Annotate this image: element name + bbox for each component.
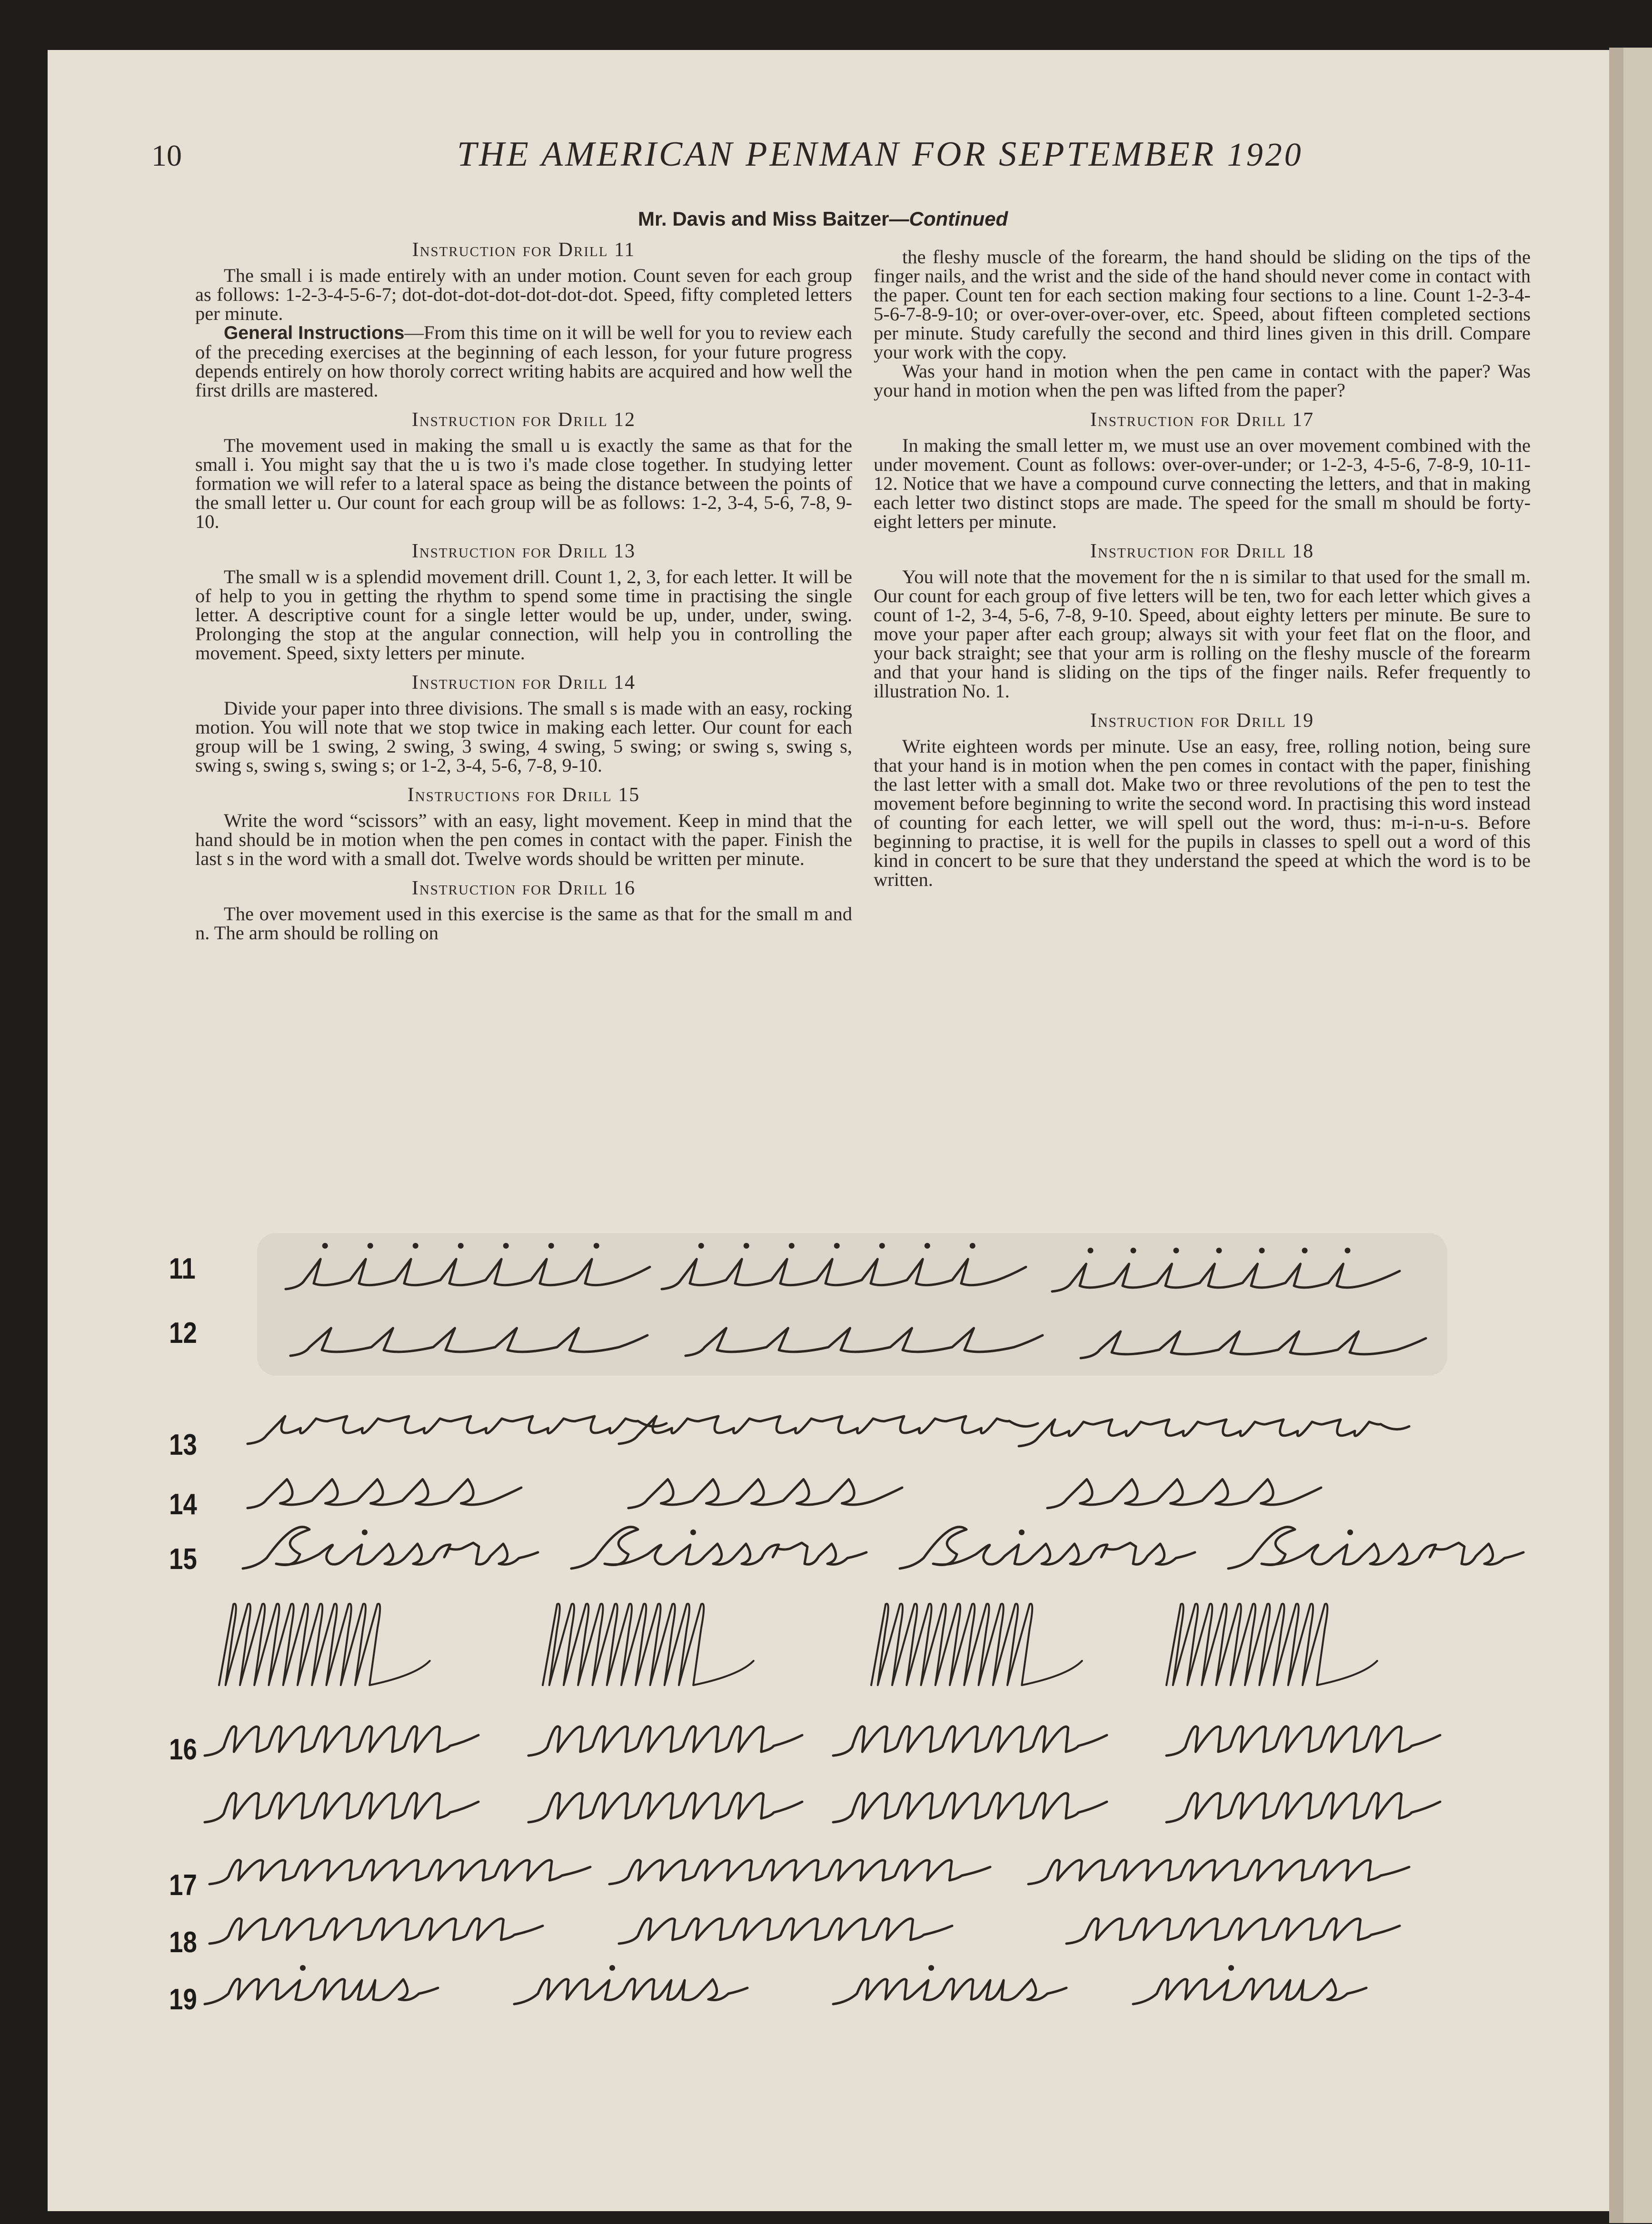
drill-16-over-section bbox=[833, 1793, 1107, 1822]
i-dot bbox=[1259, 1248, 1265, 1253]
i-dot bbox=[834, 1243, 840, 1249]
drill-16-over-section bbox=[528, 1793, 802, 1822]
drill-19-minus bbox=[514, 1979, 747, 2004]
section-heading: Instruction for Drill 19 bbox=[1090, 710, 1314, 732]
i-dot bbox=[744, 1243, 749, 1249]
section-heading: Instruction for Drill 14 bbox=[411, 672, 636, 694]
drill-12-u-group bbox=[1081, 1331, 1426, 1358]
article-subtitle: Mr. Davis and Miss Baitzer—Continued bbox=[638, 208, 1008, 230]
drill-12-u-group bbox=[686, 1328, 1043, 1356]
drill-11-i-group bbox=[1052, 1264, 1400, 1291]
i-dot bbox=[789, 1243, 795, 1249]
drill-12-u-group bbox=[290, 1328, 647, 1356]
i-dot bbox=[1019, 1529, 1025, 1535]
drill-15-scissors bbox=[243, 1527, 538, 1569]
paragraph: Write eighteen words per minute. Use an easy, free, rolling notion, being sure that your hand is in motion when the pen comes in contact with the paper, finishing the last letter with a small dot. Make two or three revolutions of the pen to test the movement before beginning to write the second word. In practising this word instead of counting for each letter, we will spell out the word, thus: m-i-n-u-s. Before beginning to practise, it is well for the pupils in classes to spell out a word of this kind in concert to be sure that they understand the speed at which the word is to be written. bbox=[874, 735, 1531, 890]
i-dot bbox=[1345, 1248, 1351, 1253]
i-dot bbox=[1131, 1248, 1136, 1253]
i-dot bbox=[970, 1243, 975, 1249]
drill-18-n-group bbox=[619, 1918, 952, 1944]
i-dot bbox=[503, 1243, 509, 1249]
section-heading: Instruction for Drill 11 bbox=[412, 239, 636, 261]
page-number: 10 bbox=[151, 139, 182, 172]
i-dot bbox=[1088, 1248, 1094, 1253]
paragraph: the fleshy muscle of the forearm, the hand should be sliding on the tips of the finger nails, and the wrist and the side of the hand should never come in contact with the paper. Count ten for each section making four sections to a line. Count 1-2-3-4-5-6-7-8-9-10; or over-over-over-over, etc. Speed, about fifteen completed sections per minute. Study carefully the second and third lines given in this drill. Compare your work with the copy. bbox=[874, 246, 1531, 363]
header-title: THE AMERICAN PENMAN FOR SEPTEMBER bbox=[457, 135, 1216, 174]
i-dot bbox=[1216, 1248, 1222, 1253]
drill-16-over-section bbox=[205, 1793, 478, 1822]
i-dot bbox=[1347, 1529, 1353, 1535]
drill-number: 17 bbox=[169, 1869, 197, 1902]
drill-13-w-group bbox=[619, 1416, 1038, 1444]
paragraph: The small i is made entirely with an under motion. Count seven for each group as follows: 1-2-3-4-5-6-7; dot-dot-dot-dot-dot-dot-dot. Speed, fifty completed letters per minute. bbox=[195, 265, 852, 324]
drill-14-s-group bbox=[248, 1479, 521, 1509]
i-dot bbox=[300, 1965, 306, 1971]
paragraph: General Instructions—From this time on it will be well for you to review each of the preceding exercises at the beginning of each lesson, for your future progress depends entirely on how thoroly correct writing habits are acquired and how well the first drills are mastered. bbox=[195, 322, 852, 401]
drill-number: 13 bbox=[169, 1429, 197, 1461]
section-heading: Instructions for Drill 15 bbox=[407, 784, 640, 806]
paragraph: You will note that the movement for the n is similar to that used for the small m. Our count for each group of five letters will be ten, two for each letter which gives a count of 1-2, 3-4, 5-6, 7-8, 9-10. Speed, about eighty letters per minute. Be sure to move your paper after each group; always sit with your feet flat on the floor, and your back straight; see that your arm is rolling on the fleshy muscle of the forearm and that your hand is sliding on the tips of the finger nails. Refer frequently to illustration No. 1. bbox=[874, 566, 1531, 702]
drill-number: 19 bbox=[169, 1983, 197, 2016]
drill-13-w-group bbox=[1019, 1420, 1409, 1446]
i-dot bbox=[1228, 1965, 1234, 1971]
drill-19-minus bbox=[205, 1979, 438, 2004]
paragraph: The small w is a splendid movement drill. Count 1, 2, 3, for each letter. It will be of help to you in getting the rhythm to spend some time in practising the single letter. A descriptive count for a single letter would be up, under, under, swing. Prolonging the stop at the angular connection, will help you in controlling the movement. Speed, sixty letters per minute. bbox=[195, 566, 852, 664]
drill-number: 11 bbox=[169, 1252, 196, 1285]
paragraph: The over movement used in this exercise is the same as that for the small m and n. The arm should be rolling on bbox=[195, 903, 852, 943]
i-dot bbox=[362, 1529, 368, 1535]
i-dot bbox=[609, 1965, 615, 1971]
paragraph: In making the small letter m, we must use an over movement combined with the under movement. Count as follows: over-over-under; or 1-2-3, 4-5-6, 7-8-9, 10-11-12. Notice that we have a compound curve connecting the letters, and that in making each letter two distinct stops are made. The speed for the small m should be forty-eight letters per minute. bbox=[874, 435, 1531, 532]
paragraph: Divide your paper into three divisions. The small s is made with an easy, rocking motion. You will note that we stop twice in making each letter. Our count for each group will be 1 swing, 2 swing, 3 swing, 4 swing, 5 swing; or swing s, swing s, swing s, swing s, swing s; or 1-2, 3-4, 5-6, 7-8, 9-10. bbox=[195, 697, 852, 776]
i-dot bbox=[1174, 1248, 1179, 1253]
drill-15-scissors bbox=[571, 1527, 866, 1569]
drill-16-over-section bbox=[1166, 1793, 1440, 1822]
header-year: 1920 bbox=[1227, 137, 1304, 173]
drill-16-tall-m-section bbox=[871, 1604, 1082, 1685]
drill-11-i-group bbox=[286, 1259, 650, 1289]
i-dot bbox=[458, 1243, 464, 1249]
drill-19-minus bbox=[1133, 1979, 1366, 2004]
drill-number: 16 bbox=[169, 1733, 197, 1766]
paragraph: Write the word “scissors” with an easy, light movement. Keep in mind that the hand should be in motion when the pen comes in contact with the paper. Finish the last s in the word with a small dot. Twelve words should be written per minute. bbox=[195, 810, 852, 869]
drill-number: 18 bbox=[169, 1926, 197, 1959]
i-dot bbox=[413, 1243, 418, 1249]
drill-16-tall-m-section bbox=[1166, 1604, 1377, 1685]
drill-17-m-group bbox=[609, 1860, 990, 1884]
drill-17-m-group bbox=[1028, 1860, 1409, 1884]
drill-19-minus bbox=[833, 1979, 1066, 2004]
drill-number: 14 bbox=[169, 1488, 197, 1521]
i-dot bbox=[368, 1243, 373, 1249]
drill-14-s-group bbox=[1047, 1479, 1321, 1509]
drill-16-tall-m-section bbox=[543, 1604, 754, 1685]
drill-number: 15 bbox=[169, 1543, 197, 1576]
section-heading: Instruction for Drill 12 bbox=[411, 409, 636, 431]
section-heading: Instruction for Drill 13 bbox=[411, 540, 636, 562]
i-dot bbox=[925, 1243, 930, 1249]
drill-16-over-section bbox=[833, 1727, 1107, 1756]
i-dot bbox=[548, 1243, 554, 1249]
drill-16-tall-m-section bbox=[219, 1604, 430, 1685]
drill-11-i-group bbox=[662, 1259, 1026, 1289]
i-dot bbox=[322, 1243, 328, 1249]
drill-16-over-section bbox=[1166, 1727, 1440, 1756]
i-dot bbox=[879, 1243, 885, 1249]
section-heading: Instruction for Drill 18 bbox=[1090, 540, 1314, 562]
drill-15-scissors bbox=[900, 1527, 1195, 1569]
i-dot bbox=[1302, 1248, 1308, 1253]
drill-18-n-group bbox=[1066, 1918, 1400, 1944]
drill-16-over-section bbox=[205, 1727, 478, 1756]
i-dot bbox=[928, 1965, 934, 1971]
drill-14-s-group bbox=[628, 1479, 902, 1509]
section-heading: Instruction for Drill 17 bbox=[1090, 409, 1314, 431]
i-dot bbox=[698, 1243, 704, 1249]
drill-13-w-group bbox=[248, 1416, 667, 1444]
i-dot bbox=[594, 1243, 599, 1249]
drill-16-over-section bbox=[528, 1727, 802, 1756]
section-heading: Instruction for Drill 16 bbox=[411, 877, 636, 899]
drill-15-scissors bbox=[1228, 1527, 1523, 1569]
drill-18-n-group bbox=[209, 1918, 543, 1944]
drill-17-m-group bbox=[209, 1860, 590, 1884]
paragraph: The movement used in making the small u is exactly the same as that for the small i. You might say that the u is two i's made close together. In studying letter formation we will refer to a lateral space as being the distance between the points of the small letter u. Our count for each group will be as follows: 1-2, 3-4, 5-6, 7-8, 9-10. bbox=[195, 435, 852, 532]
drill-number: 12 bbox=[169, 1317, 197, 1350]
i-dot bbox=[690, 1529, 696, 1535]
paragraph: Was your hand in motion when the pen came in contact with the paper? Was your hand in motion when the pen was lifted from the paper? bbox=[874, 360, 1531, 401]
